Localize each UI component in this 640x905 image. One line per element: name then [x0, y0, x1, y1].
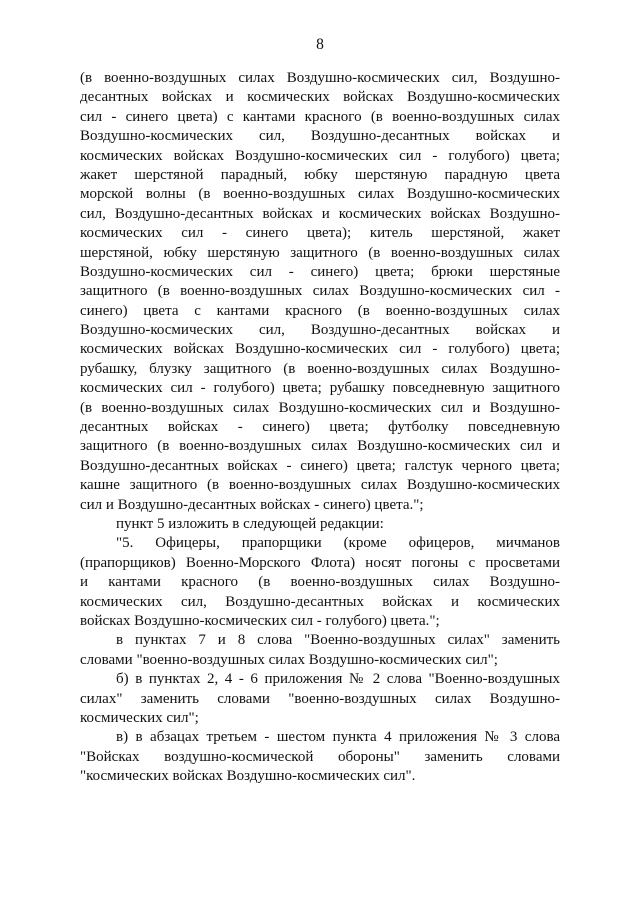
text-line: космических сил";: [80, 709, 199, 726]
text-line: сил, Воздушно-десантных войсках и космических войсках Воздушно-: [80, 205, 560, 222]
text-line: (в военно-воздушных силах Воздушно-космических сил и Воздушно-: [80, 399, 560, 416]
paragraph: [80, 515, 560, 534]
text-line: войсках Воздушно-космических сил - голубого) цвета.";: [80, 612, 440, 629]
text-line: (прапорщиков) Военно-Морского Флота) носят погоны с просветами: [80, 554, 560, 571]
text-line: десантных войсках и космических войсках Воздушно-космических: [80, 89, 560, 106]
text-line: сил - синего цвета) с кантами красного (в военно-воздушных силах: [80, 108, 560, 125]
text-line: пункт 5 изложить в следующей редакции:: [116, 515, 384, 532]
text-line: "Войсках воздушно-космической обороны" заменить словами: [80, 748, 560, 765]
text-line: в) в абзацах третьем - шестом пункта 4 приложения № 3 слова: [116, 729, 560, 746]
paragraph: [80, 728, 560, 786]
text-line: Воздушно-космических сил, Воздушно-десантных войсках и: [80, 128, 560, 145]
text-line: и кантами красного (в военно-воздушных силах Воздушно-: [80, 574, 560, 591]
paragraph: [80, 69, 560, 515]
paragraph: [80, 534, 560, 631]
paragraph: [80, 631, 560, 670]
text-line: защитного (в военно-воздушных силах Воздушно-космических сил и: [80, 438, 560, 455]
text-line: жакет шерстяной парадный, юбку шерстяную парадную цвета: [80, 166, 560, 183]
text-line: космических войсках Воздушно-космических сил - голубого) цвета;: [80, 147, 560, 164]
text-line: сил и Воздушно-десантных войсках - синего) цвета.";: [80, 496, 424, 513]
document-body: [80, 69, 560, 786]
text-line: космических войсках Воздушно-космических сил - голубого) цвета;: [80, 341, 560, 358]
paragraph: [80, 670, 560, 728]
page-number: 8: [316, 36, 324, 53]
text-line: рубашку, блузку защитного (в военно-воздушных силах Воздушно-: [80, 360, 560, 377]
text-line: в пунктах 7 и 8 слова "Военно-воздушных силах" заменить: [116, 632, 560, 649]
text-line: б) в пунктах 2, 4 - 6 приложения № 2 слова "Военно-воздушных: [116, 671, 560, 688]
text-line: десантных войсках - синего) цвета; футболку повседневную: [80, 419, 560, 436]
text-line: шерстяной, юбку шерстяную защитного (в военно-воздушных силах: [80, 244, 560, 261]
text-line: "космических войсках Воздушно-космических сил".: [80, 768, 416, 785]
text-line: (в военно-воздушных силах Воздушно-космических сил, Воздушно-: [80, 70, 560, 86]
text-line: космических сил - голубого) цвета; рубашку повседневную защитного: [80, 380, 560, 397]
text-line: Воздушно-космических сил, Воздушно-десантных войсках и: [80, 322, 560, 339]
text-line: космических сил, Воздушно-десантных войсках и космических: [80, 593, 560, 610]
text-line: "5. Офицеры, прапорщики (кроме офицеров, мичманов: [116, 535, 560, 552]
text-line: морской волны (в военно-воздушных силах Воздушно-космических: [80, 186, 560, 203]
text-line: космических сил - синего цвета); китель шерстяной, жакет: [80, 225, 560, 242]
text-line: защитного (в военно-воздушных силах Воздушно-космических сил -: [80, 283, 560, 300]
text-line: синего) цвета с кантами красного (в военно-воздушных силах: [80, 302, 560, 319]
text-line: кашне защитного (в военно-воздушных силах Воздушно-космических: [80, 477, 560, 494]
text-line: Воздушно-десантных войсках - синего) цвета; галстук черного цвета;: [80, 457, 560, 474]
text-line: силах" заменить словами "военно-воздушных силах Воздушно-: [80, 690, 560, 707]
text-line: словами "военно-воздушных силах Воздушно-космических сил";: [80, 651, 498, 668]
text-line: Воздушно-космических сил - синего) цвета; брюки шерстяные: [80, 263, 560, 280]
